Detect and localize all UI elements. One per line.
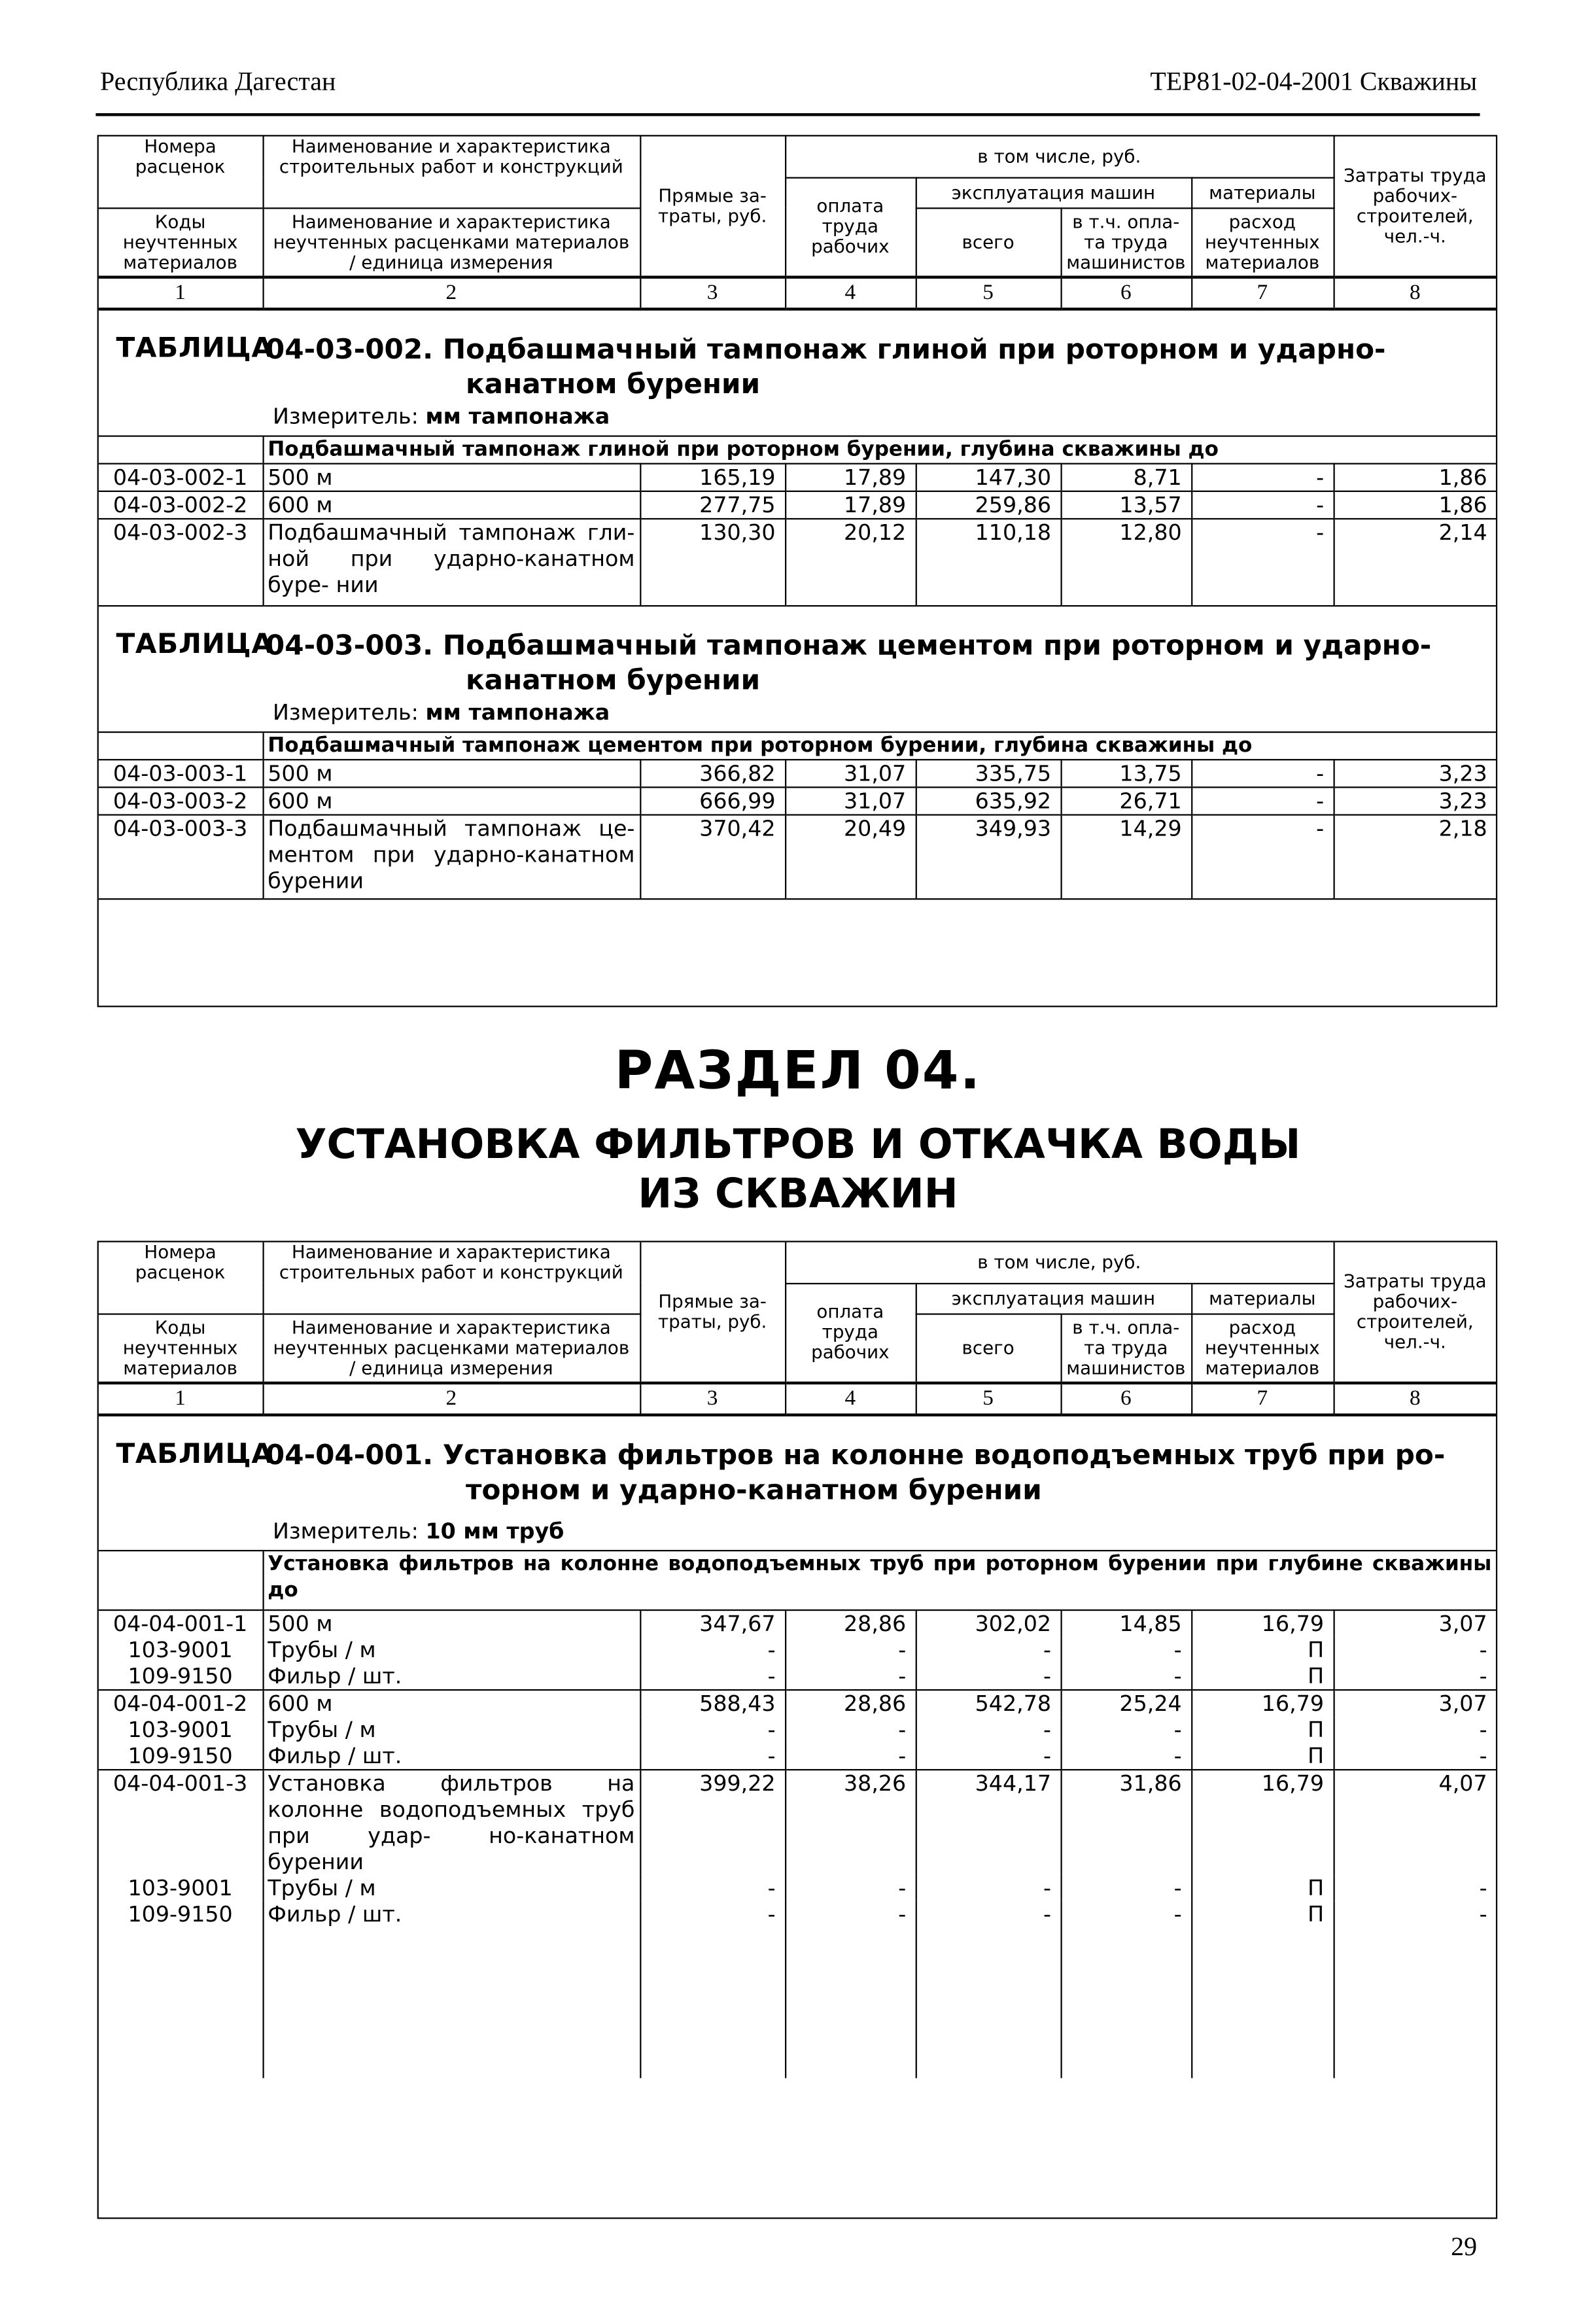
table-row [99,787,1496,815]
labor-hours: - [1334,1716,1496,1742]
table-row [99,1769,1496,1874]
material-name: Трубы / м [262,1636,640,1662]
material-row [99,1742,1496,1769]
labor-pay: 20,12 [785,519,916,606]
direct-cost: 370,42 [640,815,785,900]
measure-value: 10 мм труб [425,1518,564,1545]
col-name2-header: Наименование и характеристика неучтенных расценками материалов / единица измерения [262,207,640,277]
table-row [99,491,1496,519]
rates-block-2 [97,1241,1498,2219]
measure-label: Измеритель: [273,699,419,726]
col-num-header: Номера расценок [99,1242,263,1283]
labor-pay: 17,89 [785,491,916,519]
machine-total: 335,75 [916,760,1061,787]
table-title-04-03-003 [99,606,1496,733]
machinist-pay: - [1060,1716,1191,1742]
material-row [99,1662,1496,1689]
col-number: 5 [916,277,1061,309]
materials: П [1191,1662,1333,1689]
col-num-header: Номера расценок [99,137,263,177]
section-title: РАЗДЕЛ 04. [614,1042,982,1102]
machine-total: 259,86 [916,491,1061,519]
group-row [99,437,1496,464]
labor-pay: - [785,1901,916,2078]
material-row [99,1636,1496,1662]
col-machpay-header: в т.ч. опла- та труда машинистов [1060,1313,1191,1382]
materials: 16,79 [1191,1689,1333,1716]
materials: - [1191,491,1333,519]
table-title-line1: 04-04-001. Установка фильтров на колонне водоподъемных труб при ро- [265,1439,1446,1472]
table-row [99,760,1496,787]
col-codes-header: Коды неучтенных материалов [99,1313,263,1382]
rate-code: 04-03-002-1 [99,464,263,491]
labor-hours: 1,86 [1334,464,1497,491]
machinist-pay: - [1060,1901,1191,2078]
col-number: 6 [1060,1383,1191,1415]
table-row [99,1689,1496,1716]
machine-total: - [916,1901,1061,2078]
machine-total: 344,17 [916,1769,1061,1874]
direct-cost: 366,82 [640,760,785,787]
direct-cost: - [640,1742,785,1769]
material-name: Фильр / шт. [262,1662,640,1689]
table-title-line1: 04-03-002. Подбашмачный тампонаж глиной при роторном и ударно- [265,334,1386,366]
materials: - [1191,815,1333,900]
col-direct-header: Прямые за- траты, руб. [640,1242,785,1383]
rate-name: 500 м [262,464,640,491]
direct-cost: 130,30 [640,519,785,606]
rates-table-04-04-001 [99,1551,1496,2077]
machine-total: 635,92 [916,787,1061,815]
machinist-pay: 26,71 [1060,787,1191,815]
machine-total: - [916,1742,1061,1769]
table-row [99,519,1496,606]
materials: - [1191,519,1333,606]
rate-name: Подбашмачный тампонаж гли- ной при ударно-канатном буре- нии [262,519,640,606]
direct-cost: 165,19 [640,464,785,491]
table-label: ТАБЛИЦА [116,332,273,364]
materials: 16,79 [1191,1609,1333,1636]
col-mat-header: материалы [1191,1283,1333,1314]
rate-code: 04-03-002-3 [99,519,263,606]
labor-hours: 2,14 [1334,519,1497,606]
header-doc-code: ТЕР81-02-04-2001 Скважины [1150,67,1478,96]
rate-name: 500 м [262,760,640,787]
col-number: 4 [785,1383,916,1415]
direct-cost: 666,99 [640,787,785,815]
material-name: Трубы / м [262,1716,640,1742]
machinist-pay: 25,24 [1060,1689,1191,1716]
labor-pay: 31,07 [785,760,916,787]
table-title-04-04-001 [99,1416,1496,1551]
col-mach-header: эксплуатация машин [916,1283,1191,1314]
materials: - [1191,464,1333,491]
materials: П [1191,1716,1333,1742]
table-title-line2: торном и ударно-канатном бурении [466,1474,1042,1507]
group-row [99,1551,1496,1609]
col-matuse-header: расход неучтенных материалов [1191,207,1333,277]
table-title-line1: 04-03-003. Подбашмачный тампонаж цементом при роторном и ударно- [265,629,1432,662]
labor-pay: 20,49 [785,815,916,900]
direct-cost: - [640,1636,785,1662]
materials: - [1191,787,1333,815]
labor-hours: 3,23 [1334,760,1497,787]
labor-pay: - [785,1716,916,1742]
labor-pay: - [785,1636,916,1662]
machinist-pay: - [1060,1742,1191,1769]
col-name-spacer [262,1283,640,1314]
col-name-spacer [262,177,640,208]
machinist-pay: 13,75 [1060,760,1191,787]
labor-pay: 28,86 [785,1609,916,1636]
col-number: 4 [785,277,916,309]
material-code: 103-9001 [128,1874,233,1901]
col-codes-header: Коды неучтенных материалов [99,207,263,277]
table-title-text [266,628,1484,697]
rate-name: 600 м [262,491,640,519]
table-label: ТАБЛИЦА [116,1438,273,1471]
measure-value: мм тампонажа [425,403,610,430]
table-title-text [266,1438,1484,1507]
rate-name: 600 м [262,787,640,815]
column-header-table [99,137,1496,311]
labor-hours: 1,86 [1334,491,1497,519]
material-code: 109-9150 [128,1900,233,1927]
machine-total: - [916,1636,1061,1662]
measure-unit [273,404,610,430]
direct-cost: - [640,1716,785,1742]
col-labor-header: Затраты труда рабочих- строителей, чел.-ч. [1334,137,1496,277]
measure-unit [273,1518,564,1544]
labor-hours: 3,07 [1334,1609,1496,1636]
machinist-pay: 13,57 [1060,491,1191,519]
labor-hours: - [1334,1636,1496,1662]
material-code: 103-9001 [128,1636,233,1662]
machinist-pay: 31,86 [1060,1769,1191,1874]
col-name-header: Наименование и характеристика строительных работ и конструкций [262,1242,640,1283]
header-rule [95,113,1480,116]
material-code: 109-9150 [99,1662,263,1689]
table-row [99,464,1496,491]
col-direct-header: Прямые за- траты, руб. [640,137,785,277]
machinist-pay: - [1060,1662,1191,1689]
materials: П [1191,1874,1333,1901]
machinist-pay: 14,29 [1060,815,1191,900]
col-incl-header: в том числе, руб. [785,137,1334,177]
table-title-line2: канатном бурении [466,664,761,697]
material-row [99,1716,1496,1742]
col-incl-header: в том числе, руб. [785,1242,1334,1283]
col-number: 1 [99,1383,263,1415]
rate-code: 04-03-003-1 [99,760,263,787]
labor-pay: - [785,1874,916,1901]
labor-pay: - [785,1662,916,1689]
measure-value: мм тампонажа [425,699,610,726]
machine-total: - [916,1716,1061,1742]
group-row [99,733,1496,760]
material-row [99,1874,1496,1901]
direct-cost: - [640,1874,785,1901]
rate-code: 04-04-001-2 [113,1690,248,1716]
col-total-header: всего [916,207,1061,277]
material-code: 103-9001 [128,1715,233,1742]
rates-block-1 [97,135,1498,1007]
col-number: 5 [916,1383,1061,1415]
measure-unit [273,699,610,726]
material-code: 109-9150 [99,1742,263,1769]
col-number: 2 [262,277,640,309]
rate-name: 600 м [262,1689,640,1716]
machine-total: 147,30 [916,464,1061,491]
labor-hours: 4,07 [1334,1769,1496,1874]
labor-hours: 3,07 [1334,1689,1496,1716]
machine-total: - [916,1662,1061,1689]
table-title-04-03-002 [99,311,1496,437]
direct-cost: 588,43 [640,1689,785,1716]
rates-table-04-03-002 [99,437,1496,607]
col-number: 7 [1191,1383,1333,1415]
materials: П [1191,1742,1333,1769]
rate-code: 04-03-003-3 [99,815,263,900]
col-mat-header: материалы [1191,177,1333,208]
labor-pay: 31,07 [785,787,916,815]
col-number: 2 [262,1383,640,1415]
rate-code: 04-04-001-3 [113,1770,248,1796]
material-name: Фильр / шт. [262,1742,640,1769]
table-label: ТАБЛИЦА [116,628,273,661]
labor-hours: - [1334,1662,1496,1689]
material-name: Фильр / шт. [262,1901,640,2078]
labor-hours: - [1334,1742,1496,1769]
measure-label: Измеритель: [273,403,419,430]
group-title: Подбашмачный тампонаж цементом при роторном бурении, глубина скважины до [262,733,1496,760]
col-number: 3 [640,277,785,309]
rate-name: Установка фильтров на колонне водоподъемных труб при удар- но-канатном бурении [262,1769,640,1874]
machinist-pay: - [1060,1636,1191,1662]
machine-total: 542,78 [916,1689,1061,1716]
rate-code: 04-03-003-2 [99,787,263,815]
col-num-spacer [99,1283,263,1314]
page-number: 29 [1451,2232,1478,2261]
rate-code: 04-04-001-1 [113,1610,248,1636]
machine-total: - [916,1874,1061,1901]
rate-code: 04-03-002-2 [99,491,263,519]
col-num-spacer [99,177,263,208]
table-row [99,1609,1496,1636]
table-title-text [266,332,1484,402]
rate-name: Подбашмачный тампонаж це- ментом при ударно-канатном бурении [262,815,640,900]
labor-hours: - [1334,1874,1496,1901]
col-matuse-header: расход неучтенных материалов [1191,1313,1333,1382]
labor-pay: - [785,1742,916,1769]
col-pay-header: оплата труда рабочих [785,1283,916,1383]
direct-cost: 347,67 [640,1609,785,1636]
col-pay-header: оплата труда рабочих [785,177,916,277]
col-total-header: всего [916,1313,1061,1382]
col-labor-header: Затраты труда рабочих- строителей, чел.-ч. [1334,1242,1496,1383]
col-name-header: Наименование и характеристика строительных работ и конструкций [262,137,640,177]
table-row [99,815,1496,900]
col-machpay-header: в т.ч. опла- та труда машинистов [1060,207,1191,277]
direct-cost: - [640,1901,785,2078]
labor-pay: 38,26 [785,1769,916,1874]
labor-pay: 17,89 [785,464,916,491]
section-subtitle-line1: УСТАНОВКА ФИЛЬТРОВ И ОТКАЧКА ВОДЫ [295,1120,1301,1168]
col-number: 8 [1334,1383,1496,1415]
machinist-pay: 8,71 [1060,464,1191,491]
rate-name: 500 м [262,1609,640,1636]
materials: 16,79 [1191,1769,1333,1874]
materials: П [1191,1636,1333,1662]
machinist-pay: - [1060,1874,1191,1901]
rates-table-04-03-003 [99,733,1496,900]
machine-total: 110,18 [916,519,1061,606]
direct-cost: - [640,1662,785,1689]
materials: П [1191,1901,1333,2078]
labor-pay: 28,86 [785,1689,916,1716]
measure-label: Измеритель: [273,1518,419,1545]
header-region: Республика Дагестан [100,67,336,96]
material-row [99,1901,1496,2078]
section-subtitle-line2: ИЗ СКВАЖИН [638,1169,958,1218]
direct-cost: 277,75 [640,491,785,519]
col-number: 8 [1334,277,1496,309]
materials: - [1191,760,1333,787]
col-mach-header: эксплуатация машин [916,177,1191,208]
machinist-pay: 14,85 [1060,1609,1191,1636]
col-number: 1 [99,277,263,309]
machine-total: 302,02 [916,1609,1061,1636]
machine-total: 349,93 [916,815,1061,900]
material-name: Трубы / м [262,1874,640,1901]
table-title-line2: канатном бурении [466,368,761,401]
col-name2-header: Наименование и характеристика неучтенных расценками материалов / единица измерения [262,1313,640,1382]
col-number: 3 [640,1383,785,1415]
col-number: 7 [1191,277,1333,309]
column-header-table [99,1242,1496,1416]
col-number: 6 [1060,277,1191,309]
direct-cost: 399,22 [640,1769,785,1874]
labor-hours: - [1334,1901,1496,2078]
labor-hours: 2,18 [1334,815,1497,900]
group-title: Установка фильтров на колонне водоподъемных труб при роторном бурении при глубине скважины до [262,1551,1495,1609]
labor-hours: 3,23 [1334,787,1497,815]
group-title: Подбашмачный тампонаж глиной при роторном бурении, глубина скважины до [262,437,1496,464]
machinist-pay: 12,80 [1060,519,1191,606]
